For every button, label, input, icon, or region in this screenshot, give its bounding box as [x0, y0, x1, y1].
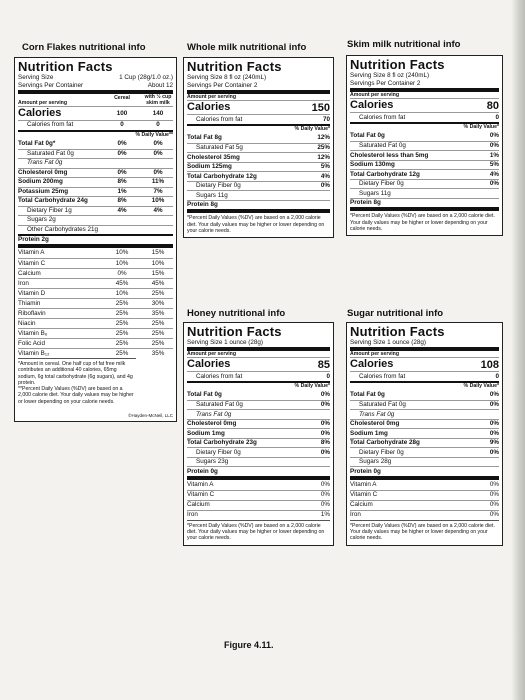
sugar-nutrient-dv: 0% — [489, 420, 499, 428]
sugar-vitamin-rows — [350, 476, 499, 520]
corn-vitamin-dv-milk: 10% — [151, 259, 165, 267]
corn-nutrient-row — [18, 206, 173, 216]
sugar-vitamin-label: Iron — [350, 511, 361, 519]
whole-nutrient-dv: 4% — [320, 172, 330, 180]
corn-vitamin-rows — [18, 244, 173, 358]
sugar-calories-label: Calories — [350, 358, 394, 371]
skim-nutrient-label: Dietary Fiber 0g — [359, 180, 404, 188]
skim-nutrient-row — [350, 131, 499, 141]
skim-nutrient-row — [350, 179, 499, 189]
corn-vitamin-row — [18, 308, 173, 318]
corn-nutrient-row — [18, 139, 173, 149]
skim-footnote: *Percent Daily Values (%DV) are based on a 2,000 calorie diet. Your daily values may be higher or lower depending on your calorie needs. — [350, 207, 499, 232]
honey-fat-cal-label: Calories from fat — [196, 372, 243, 380]
sugar-nutrient-label: Total Carbohydrate 28g — [350, 439, 420, 447]
corn-vitamin-values — [107, 260, 173, 268]
honey-nutrient-row — [187, 447, 330, 457]
corn-nutrient-row — [18, 158, 173, 168]
corn-nutrient-dv-cereal: 8% — [117, 197, 127, 205]
skim-nutrient-label: Total Fat 0g — [350, 132, 385, 140]
corn-vitamin-dv-cereal: 25% — [115, 299, 129, 307]
skim-nutrient-label: Total Carbohydrate 12g — [350, 170, 420, 178]
corn-amount-label: Amount per serving — [18, 99, 68, 106]
honey-vitamin-label: Iron — [187, 511, 198, 519]
sugar-nutrient-row — [350, 409, 499, 419]
corn-calories-cereal: 100 — [116, 109, 128, 117]
sugar-nutrient-row — [350, 390, 499, 400]
corn-nutrient-label: Saturated Fat 0g — [27, 149, 74, 157]
whole-nutrient-label: Dietary Fiber 0g — [196, 182, 241, 190]
honey-nutrition-label — [183, 322, 334, 546]
sugar-nutrient-row — [350, 447, 499, 457]
skim-nutrient-row — [350, 150, 499, 160]
whole-nutrient-dv: 12% — [317, 134, 330, 142]
corn-fat-cal-label: Calories from fat — [27, 121, 74, 129]
corn-serving-size: 1 Cup (28g/1.0 oz.) — [119, 74, 173, 81]
whole-nutrient-row — [187, 152, 330, 162]
corn-vitamin-dv-cereal: 10% — [115, 259, 129, 267]
corn-vitamin-values — [107, 270, 173, 278]
sugar-vitamin-row — [350, 490, 499, 500]
corn-fat-cal-cereal: 0 — [120, 121, 124, 129]
honey-amount-label: Amount per serving — [187, 351, 237, 357]
honey-nutrient-label: Trans Fat 0g — [196, 410, 232, 418]
honey-nutrient-row — [187, 438, 330, 448]
corn-vitamin-dv-milk: 25% — [151, 329, 165, 337]
sugar-nutrient-dv: 0% — [489, 401, 499, 409]
corn-serving-size-label: Serving Size — [18, 74, 54, 81]
whole-nutrition-label — [183, 57, 334, 238]
skim-nutrient-rows — [350, 131, 499, 207]
whole-dv-label: % Daily Value* — [294, 126, 330, 133]
corn-vitamin-row — [18, 328, 173, 338]
honey-nutrient-label: Dietary Fiber 0g — [196, 448, 241, 456]
skim-nutrient-label: Sugars 11g — [359, 189, 391, 197]
sugar-nutrition-label — [346, 322, 503, 546]
honey-nutrient-dv: 0% — [320, 429, 330, 437]
corn-vitamin-dv-cereal: 25% — [115, 319, 129, 327]
corn-nutrient-dv-milk: 7% — [153, 187, 163, 195]
honey-vitamin-dv: 1% — [320, 511, 330, 519]
whole-nutrient-dv: 0% — [320, 182, 330, 190]
corn-nutrient-values — [107, 197, 173, 205]
sugar-vitamin-dv: 0% — [489, 511, 499, 519]
skim-header: Nutrition Facts — [350, 57, 445, 72]
honey-nutrient-dv: 0% — [320, 448, 330, 456]
sugar-nutrient-row — [350, 466, 499, 476]
corn-col-milk: with ½ cup skim milk — [144, 94, 172, 106]
honey-vitamin-dv: 0% — [320, 491, 330, 499]
corn-vitamin-label: Niacin — [18, 319, 36, 327]
whole-nutrient-rows — [187, 133, 330, 209]
corn-nutrient-label: Sugars 2g — [27, 216, 56, 224]
figure-caption: Figure 4.11. — [224, 640, 274, 650]
corn-servings-label: Servings Per Container — [18, 82, 84, 89]
corn-vitamin-row — [18, 268, 173, 278]
honey-nutrient-row — [187, 457, 330, 467]
whole-calories: 150 — [311, 101, 330, 114]
corn-vitamin-dv-milk: 25% — [151, 339, 165, 347]
skim-nutrient-dv: 5% — [489, 161, 499, 169]
skim-nutrient-row — [350, 160, 499, 170]
corn-vitamin-values — [107, 320, 173, 328]
sugar-nutrient-label: Trans Fat 0g — [359, 410, 395, 418]
skim-nutrient-label: Sodium 130mg — [350, 161, 395, 169]
honey-footnote: *Percent Daily Values (%DV) are based on a 2,000 calorie diet. Your daily values may be higher or lower depending on your calorie needs. — [187, 520, 330, 542]
corn-nutrient-row — [18, 149, 173, 159]
corn-vitamin-label: Vitamin D — [18, 289, 46, 297]
honey-serving-size: Serving Size 1 ounce (28g) — [187, 339, 263, 346]
corn-vitamin-label: Riboflavin — [18, 309, 46, 317]
corn-nutrient-row — [18, 177, 173, 187]
honey-nutrient-label: Sugars 23g — [196, 458, 229, 466]
corn-vitamin-dv-cereal: 25% — [115, 329, 129, 337]
corn-vitamin-dv-milk: 45% — [151, 279, 165, 287]
corn-nutrient-label: Protein 2g — [18, 236, 49, 243]
corn-nutrient-label: Other Carbohydrates 21g — [27, 225, 99, 233]
whole-fat-cal: 70 — [322, 115, 330, 123]
corn-vitamin-row — [18, 248, 173, 258]
sugar-header: Nutrition Facts — [350, 324, 445, 339]
whole-section-title: Whole milk nutritional info — [187, 42, 307, 53]
skim-nutrient-label: Saturated Fat 0g — [359, 142, 406, 150]
honey-vitamin-label: Vitamin C — [187, 491, 215, 499]
honey-header: Nutrition Facts — [187, 324, 282, 339]
corn-nutrient-values — [107, 140, 173, 148]
corn-nutrient-row — [18, 168, 173, 178]
sugar-vitamin-row — [350, 480, 499, 490]
corn-nutrition-label — [14, 57, 177, 422]
sugar-nutrient-label: Dietary Fiber 0g — [359, 448, 404, 456]
corn-vitamin-dv-milk: 30% — [151, 299, 165, 307]
corn-vitamin-row — [18, 338, 173, 348]
whole-nutrient-row — [187, 200, 330, 210]
sugar-vitamin-label: Vitamin A — [350, 480, 377, 488]
honey-vitamin-dv: 0% — [320, 480, 330, 488]
honey-nutrient-label: Total Carbohydrate 23g — [187, 439, 257, 447]
corn-nutrient-dv-milk: 4% — [153, 206, 163, 214]
sugar-nutrient-label: Saturated Fat 0g — [359, 401, 406, 409]
sugar-dv-label: % Daily Value* — [463, 383, 499, 390]
sugar-nutrient-label: Cholesterol 0mg — [350, 420, 400, 428]
corn-section-title: Corn Flakes nutritional info — [22, 42, 146, 53]
sugar-nutrient-label: Sugars 28g — [359, 458, 392, 466]
corn-nutrient-row — [18, 225, 173, 235]
corn-vitamin-label: Vitamin B₆ — [18, 329, 48, 337]
corn-nutrient-label: Potassium 25mg — [18, 187, 69, 195]
sugar-nutrient-row — [350, 438, 499, 448]
honey-fat-cal: 0 — [326, 372, 330, 380]
corn-vitamin-values — [107, 350, 173, 358]
sugar-nutrient-dv: 0% — [489, 429, 499, 437]
sugar-amount-label: Amount per serving — [350, 351, 400, 357]
honey-vitamin-row — [187, 480, 330, 490]
corn-vitamin-dv-cereal: 25% — [115, 339, 129, 347]
corn-vitamin-dv-milk: 15% — [151, 249, 165, 256]
whole-nutrient-label: Sugars 11g — [196, 191, 228, 199]
sugar-vitamin-label: Vitamin C — [350, 491, 378, 499]
corn-nutrient-values — [107, 188, 173, 196]
corn-vitamin-label: Calcium — [18, 269, 41, 277]
skim-nutrition-label — [346, 55, 503, 236]
corn-vitamin-values — [107, 340, 173, 348]
corn-vitamin-values — [107, 300, 173, 308]
corn-nutrient-values — [107, 150, 173, 158]
corn-vitamin-dv-milk: 25% — [151, 319, 165, 327]
sugar-nutrient-row — [350, 419, 499, 429]
corn-nutrient-dv-milk: 0% — [153, 149, 163, 157]
sugar-fat-cal-label: Calories from fat — [359, 372, 406, 380]
honey-calories: 85 — [317, 358, 330, 371]
page-edge-shadow — [511, 0, 525, 700]
sugar-nutrient-label: Sodium 1mg — [350, 429, 388, 437]
whole-header: Nutrition Facts — [187, 59, 282, 74]
whole-nutrient-row — [187, 162, 330, 172]
corn-vitamin-dv-cereal: 25% — [115, 309, 129, 317]
corn-vitamin-dv-milk: 35% — [151, 349, 165, 357]
sugar-nutrient-dv: 0% — [489, 448, 499, 456]
skim-nutrient-row — [350, 198, 499, 208]
sugar-vitamin-dv: 0% — [489, 501, 499, 509]
skim-dv-label: % Daily Value* — [463, 124, 499, 131]
whole-nutrient-label: Total Fat 8g — [187, 134, 222, 142]
skim-nutrient-label: Protein 8g — [350, 199, 381, 207]
whole-nutrient-label: Saturated Fat 5g — [196, 144, 243, 152]
skim-servings: Servings Per Container 2 — [350, 80, 421, 87]
sugar-serving-size: Serving Size 1 ounce (28g) — [350, 339, 426, 346]
skim-nutrient-dv: 4% — [489, 170, 499, 178]
corn-vitamin-dv-cereal: 0% — [117, 269, 127, 277]
corn-nutrient-dv-milk: 0% — [153, 139, 163, 147]
sugar-vitamin-dv: 0% — [489, 491, 499, 499]
honey-nutrient-label: Cholesterol 0mg — [187, 420, 237, 428]
corn-vitamin-values — [107, 290, 173, 298]
skim-fat-cal-label: Calories from fat — [359, 113, 406, 121]
whole-calories-label: Calories — [187, 101, 231, 114]
skim-nutrient-dv: 0% — [489, 180, 499, 188]
corn-calories-milk: 140 — [152, 109, 164, 117]
corn-nutrient-dv-milk: 11% — [151, 178, 165, 186]
honey-vitamin-dv: 0% — [320, 501, 330, 509]
corn-nutrient-dv-cereal: 0% — [117, 149, 127, 157]
whole-amount-label: Amount per serving — [187, 94, 237, 100]
corn-nutrient-dv-milk: 10% — [151, 197, 165, 205]
honey-vitamin-label: Calcium — [187, 501, 210, 509]
honey-calories-label: Calories — [187, 358, 231, 371]
sugar-vitamin-label: Calcium — [350, 501, 373, 509]
sugar-section-title: Sugar nutritional info — [347, 308, 444, 319]
skim-nutrient-dv: 0% — [489, 132, 499, 140]
corn-footnote-2: **Percent Daily Values (%DV) are based on a 2,000 calorie diet. Your daily values may be higher or lower depending on your calorie needs. — [18, 386, 134, 405]
whole-nutrient-row — [187, 133, 330, 143]
corn-vitamin-dv-milk: 25% — [151, 289, 165, 297]
sugar-footnote: *Percent Daily Values (%DV) are based on a 2,000 calorie diet. Your daily values may be higher or lower depending on your calorie needs. — [350, 520, 499, 542]
honey-nutrient-label: Protein 0g — [187, 467, 218, 475]
corn-nutrient-label: Sodium 200mg — [18, 178, 63, 186]
honey-nutrient-row — [187, 428, 330, 438]
sugar-calories: 108 — [480, 358, 499, 371]
corn-nutrient-label: Total Carbohydrate 24g — [18, 197, 88, 205]
corn-vitamin-dv-cereal: 25% — [115, 349, 129, 357]
whole-nutrient-label: Protein 8g — [187, 201, 218, 209]
honey-nutrient-row — [187, 466, 330, 476]
corn-dv-label: % Daily Value** — [135, 132, 173, 139]
skim-nutrient-row — [350, 188, 499, 198]
corn-vitamin-row — [18, 298, 173, 308]
corn-nutrient-row — [18, 196, 173, 206]
corn-vitamin-row — [18, 278, 173, 288]
sugar-nutrient-dv: 0% — [489, 391, 499, 399]
honey-nutrient-dv: 8% — [320, 439, 330, 447]
sugar-nutrient-label: Protein 0g — [350, 467, 381, 475]
corn-vitamin-label: Iron — [18, 279, 29, 287]
whole-nutrient-dv: 25% — [317, 144, 330, 152]
corn-vitamin-label: Thiamin — [18, 299, 41, 307]
whole-nutrient-label: Sodium 125mg — [187, 163, 232, 171]
corn-nutrient-row — [18, 234, 173, 244]
skim-fat-cal: 0 — [495, 113, 499, 121]
honey-vitamin-row — [187, 510, 330, 520]
skim-calories: 80 — [486, 99, 499, 112]
whole-nutrient-row — [187, 143, 330, 153]
corn-nutrient-dv-cereal: 1% — [117, 187, 127, 195]
honey-nutrient-label: Total Fat 0g — [187, 391, 222, 399]
honey-nutrient-dv: 0% — [320, 420, 330, 428]
whole-nutrient-label: Cholesterol 35mg — [187, 153, 240, 161]
corn-header: Nutrition Facts — [18, 59, 113, 74]
skim-nutrient-row — [350, 141, 499, 151]
corn-fat-cal-milk: 0 — [156, 121, 160, 129]
honey-vitamin-label: Vitamin A — [187, 480, 214, 488]
corn-nutrient-dv-cereal: 0% — [117, 168, 127, 176]
corn-vitamin-label: Vitamin B₁₂ — [18, 349, 50, 357]
corn-nutrient-dv-cereal: 4% — [117, 206, 127, 214]
sugar-nutrient-row — [350, 457, 499, 467]
honey-nutrient-row — [187, 409, 330, 419]
corn-vitamin-label: Vitamin C — [18, 259, 46, 267]
corn-nutrient-values — [107, 207, 173, 215]
whole-footnote: *Percent Daily Values (%DV) are based on a 2,000 calorie diet. Your daily values may be higher or lower depending on your calorie needs. — [187, 209, 330, 234]
sugar-vitamin-row — [350, 510, 499, 520]
corn-nutrient-dv-cereal: 0% — [117, 139, 127, 147]
corn-nutrient-rows — [18, 139, 173, 244]
corn-nutrient-dv-milk: 0% — [153, 168, 163, 176]
sugar-fat-cal: 0 — [495, 372, 499, 380]
corn-vitamin-values — [107, 280, 173, 288]
corn-vitamin-dv-cereal: 10% — [115, 249, 129, 256]
corn-col-cereal: Cereal — [114, 95, 130, 101]
skim-nutrient-label: Cholesterol less than 5mg — [350, 151, 429, 159]
corn-nutrient-values — [107, 178, 173, 186]
sugar-nutrient-rows — [350, 390, 499, 476]
honey-nutrient-rows — [187, 390, 330, 476]
skim-section-title: Skim milk nutritional info — [347, 39, 461, 50]
skim-serving-size: Serving Size 8 fl oz (240mL) — [350, 72, 430, 79]
corn-vitamin-dv-cereal: 45% — [115, 279, 129, 287]
corn-nutrient-label: Trans Fat 0g — [27, 159, 63, 167]
corn-vitamin-row — [18, 288, 173, 298]
whole-nutrient-dv: 5% — [320, 163, 330, 171]
honey-nutrient-row — [187, 390, 330, 400]
whole-nutrient-row — [187, 181, 330, 191]
whole-nutrient-dv: 12% — [317, 153, 330, 161]
honey-vitamin-row — [187, 500, 330, 510]
corn-servings: About 12 — [147, 82, 173, 89]
corn-nutrient-row — [18, 187, 173, 197]
corn-vitamin-dv-cereal: 10% — [115, 289, 129, 297]
corn-vitamin-values — [107, 310, 173, 318]
corn-vitamin-dv-milk: 35% — [151, 309, 165, 317]
whole-nutrient-label: Total Carbohydrate 12g — [187, 172, 257, 180]
whole-fat-cal-label: Calories from fat — [196, 115, 243, 123]
corn-nutrient-label: Dietary Fiber 1g — [27, 206, 72, 214]
corn-calories-label: Calories — [18, 107, 62, 119]
skim-nutrient-row — [350, 169, 499, 179]
skim-nutrient-dv: 0% — [489, 142, 499, 150]
corn-footnote-1: *Amount in cereal. One half cup of fat free milk contributes an additional 40 calories, 65mg sodium, 6g total carbohydrate (6g sugars), and 4g protein. — [18, 358, 136, 386]
honey-vitamin-rows — [187, 476, 330, 520]
corn-vitamin-values — [107, 249, 173, 257]
corn-nutrient-label: Cholesterol 0mg — [18, 168, 68, 176]
corn-credit: ©Hayden-McNeil, LLC — [128, 413, 173, 419]
sugar-nutrient-row — [350, 428, 499, 438]
honey-nutrient-dv: 0% — [320, 401, 330, 409]
sugar-nutrient-dv: 9% — [489, 439, 499, 447]
corn-vitamin-row — [18, 318, 173, 328]
honey-nutrient-label: Sodium 1mg — [187, 429, 225, 437]
sugar-nutrient-label: Total Fat 0g — [350, 391, 385, 399]
corn-vitamin-values — [107, 330, 173, 338]
sugar-vitamin-row — [350, 500, 499, 510]
skim-amount-label: Amount per serving — [350, 92, 400, 98]
corn-nutrient-label: Total Fat 0g* — [18, 139, 56, 147]
whole-nutrient-row — [187, 171, 330, 181]
skim-calories-label: Calories — [350, 99, 394, 112]
honey-section-title: Honey nutritional info — [187, 308, 286, 319]
honey-nutrient-row — [187, 400, 330, 410]
skim-nutrient-dv: 1% — [489, 151, 499, 159]
whole-serving-size: Serving Size 8 fl oz (240mL) — [187, 74, 267, 81]
sugar-nutrient-row — [350, 400, 499, 410]
whole-servings: Servings Per Container 2 — [187, 82, 258, 89]
honey-dv-label: % Daily Value* — [294, 383, 330, 390]
corn-vitamin-label: Vitamin A — [18, 249, 45, 256]
corn-nutrient-row — [18, 215, 173, 225]
honey-nutrient-row — [187, 419, 330, 429]
corn-nutrient-values — [107, 169, 173, 177]
corn-nutrient-dv-cereal: 8% — [117, 178, 127, 186]
honey-nutrient-label: Saturated Fat 0g — [196, 401, 243, 409]
sugar-vitamin-dv: 0% — [489, 480, 499, 488]
corn-vitamin-label: Folic Acid — [18, 339, 45, 347]
corn-vitamin-row — [18, 348, 173, 358]
corn-vitamin-dv-milk: 15% — [151, 269, 165, 277]
honey-vitamin-row — [187, 490, 330, 500]
honey-nutrient-dv: 0% — [320, 391, 330, 399]
corn-vitamin-row — [18, 258, 173, 268]
whole-nutrient-row — [187, 190, 330, 200]
